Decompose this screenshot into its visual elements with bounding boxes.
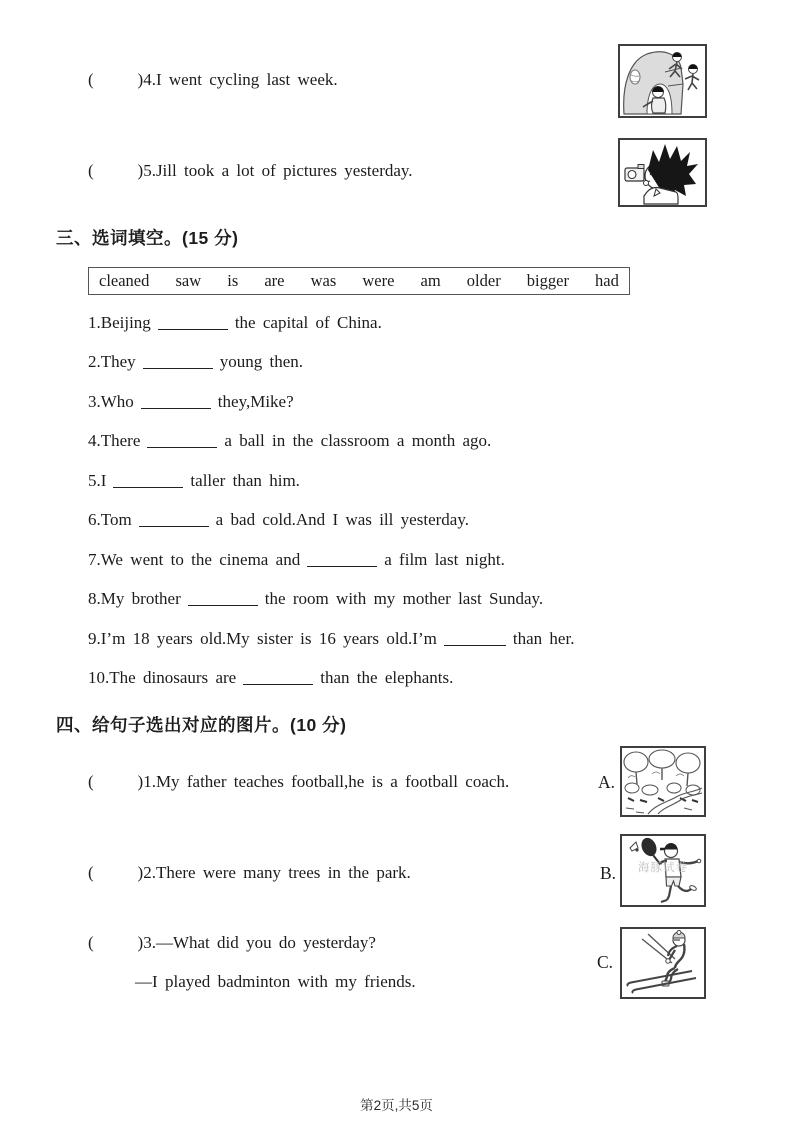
camping-image-box: [618, 44, 707, 118]
question-text: I went cycling last week.: [155, 70, 338, 89]
answer-parens: ( ): [88, 863, 144, 882]
word-bank-item: bigger: [526, 271, 569, 290]
word-bank-item: was: [310, 271, 337, 290]
fill-blank-sentence-3: [88, 392, 294, 412]
question-number: 5.: [143, 161, 156, 180]
match-question-1: [88, 772, 509, 792]
answer-blank: [141, 394, 211, 409]
sentence-post: young then.: [219, 352, 304, 371]
boy-playing-badminton-icon: [622, 836, 704, 905]
fill-blank-sentence-9: [88, 629, 574, 649]
word-bank-item: cleaned: [99, 271, 150, 290]
fill-blank-sentence-1: [88, 313, 382, 333]
answer-blank: [113, 473, 183, 488]
question-text: There were many trees in the park.: [155, 863, 411, 882]
skiing-image-box: [620, 927, 706, 999]
answer-blank: [143, 354, 213, 369]
answer-blank: [158, 315, 228, 330]
answer-blank: [307, 552, 377, 567]
sentence-pre: 7.We went to the cinema and: [88, 550, 301, 569]
sentence-post: taller than him.: [190, 471, 300, 490]
word-bank-item: am: [420, 271, 441, 290]
question-number: 2.: [143, 863, 156, 882]
sentence-pre: 8.My brother: [88, 589, 181, 608]
listening-item-4: [88, 70, 338, 90]
match-question-3-line1: [88, 933, 376, 953]
fill-blank-sentence-7: [88, 550, 505, 570]
match-question-2: [88, 863, 411, 883]
answer-blank: [243, 670, 313, 685]
fill-blank-sentence-2: [88, 352, 303, 372]
word-bank-item: are: [264, 271, 285, 290]
question-text: —I played badminton with my friends.: [135, 972, 416, 991]
word-bank-item: had: [595, 271, 619, 290]
answer-parens: ( ): [88, 933, 144, 952]
badminton-image-box: [620, 834, 706, 907]
fill-blank-sentence-4: [88, 431, 491, 451]
sentence-pre: 9.I’m 18 years old.My sister is 16 years old.I’m: [88, 629, 437, 648]
word-bank: [88, 267, 630, 295]
fill-blank-sentence-10: [88, 668, 453, 688]
match-question-3-line2: [135, 972, 416, 992]
page-footer: 第2页,共5页: [360, 1098, 433, 1113]
paper-watermark: 海豚试卷: [638, 862, 688, 875]
park-image-box: [620, 746, 706, 817]
fill-blank-sentence-5: [88, 471, 300, 491]
boy-taking-photos-icon: [620, 140, 705, 205]
sentence-post: than her.: [512, 629, 575, 648]
answer-blank: [147, 433, 217, 448]
sentence-post: they,Mike?: [217, 392, 294, 411]
sentence-pre: 5.I: [88, 471, 107, 490]
answer-parens: ( ): [88, 161, 144, 180]
question-text: Jill took a lot of pictures yesterday.: [155, 161, 413, 180]
section3-title: 三、选词填空。(15 分): [56, 228, 239, 248]
sentence-pre: 6.Tom: [88, 510, 132, 529]
person-skiing-icon: [622, 929, 704, 997]
question-text: —What did you do yesterday?: [155, 933, 376, 952]
word-bank-item: older: [466, 271, 501, 290]
sentence-pre: 4.There: [88, 431, 141, 450]
children-camping-tent-icon: [620, 46, 705, 116]
word-bank-item: saw: [175, 271, 202, 290]
sentence-post: a bad cold.And I was ill yesterday.: [215, 510, 469, 529]
sentence-post: than the elephants.: [320, 668, 454, 687]
option-label-a: A.: [598, 772, 616, 792]
word-bank-item: is: [227, 271, 239, 290]
section4-title: 四、给句子选出对应的图片。(10 分): [56, 715, 347, 735]
fill-blank-sentence-8: [88, 589, 543, 609]
sentence-pre: 10.The dinosaurs are: [88, 668, 237, 687]
sentence-post: the room with my mother last Sunday.: [264, 589, 544, 608]
sentence-post: a film last night.: [384, 550, 505, 569]
option-label-b: B.: [600, 863, 617, 883]
question-number: 3.: [143, 933, 156, 952]
sentence-pre: 3.Who: [88, 392, 134, 411]
question-number: 1.: [143, 772, 156, 791]
option-label-c: C.: [597, 952, 614, 972]
sentence-pre: 2.They: [88, 352, 136, 371]
question-text: My father teaches football,he is a football coach.: [155, 772, 510, 791]
answer-blank: [188, 591, 258, 606]
listening-item-5: [88, 161, 413, 181]
fill-blank-sentence-6: [88, 510, 469, 530]
sentence-post: the capital of China.: [234, 313, 382, 332]
answer-parens: ( ): [88, 772, 144, 791]
question-number: 4.: [143, 70, 156, 89]
park-with-trees-icon: [622, 748, 704, 815]
sentence-pre: 1.Beijing: [88, 313, 151, 332]
camera-image-box: [618, 138, 707, 207]
answer-blank: [444, 631, 506, 646]
answer-parens: ( ): [88, 70, 144, 89]
sentence-post: a ball in the classroom a month ago.: [224, 431, 492, 450]
word-bank-item: were: [362, 271, 395, 290]
answer-blank: [139, 512, 209, 527]
